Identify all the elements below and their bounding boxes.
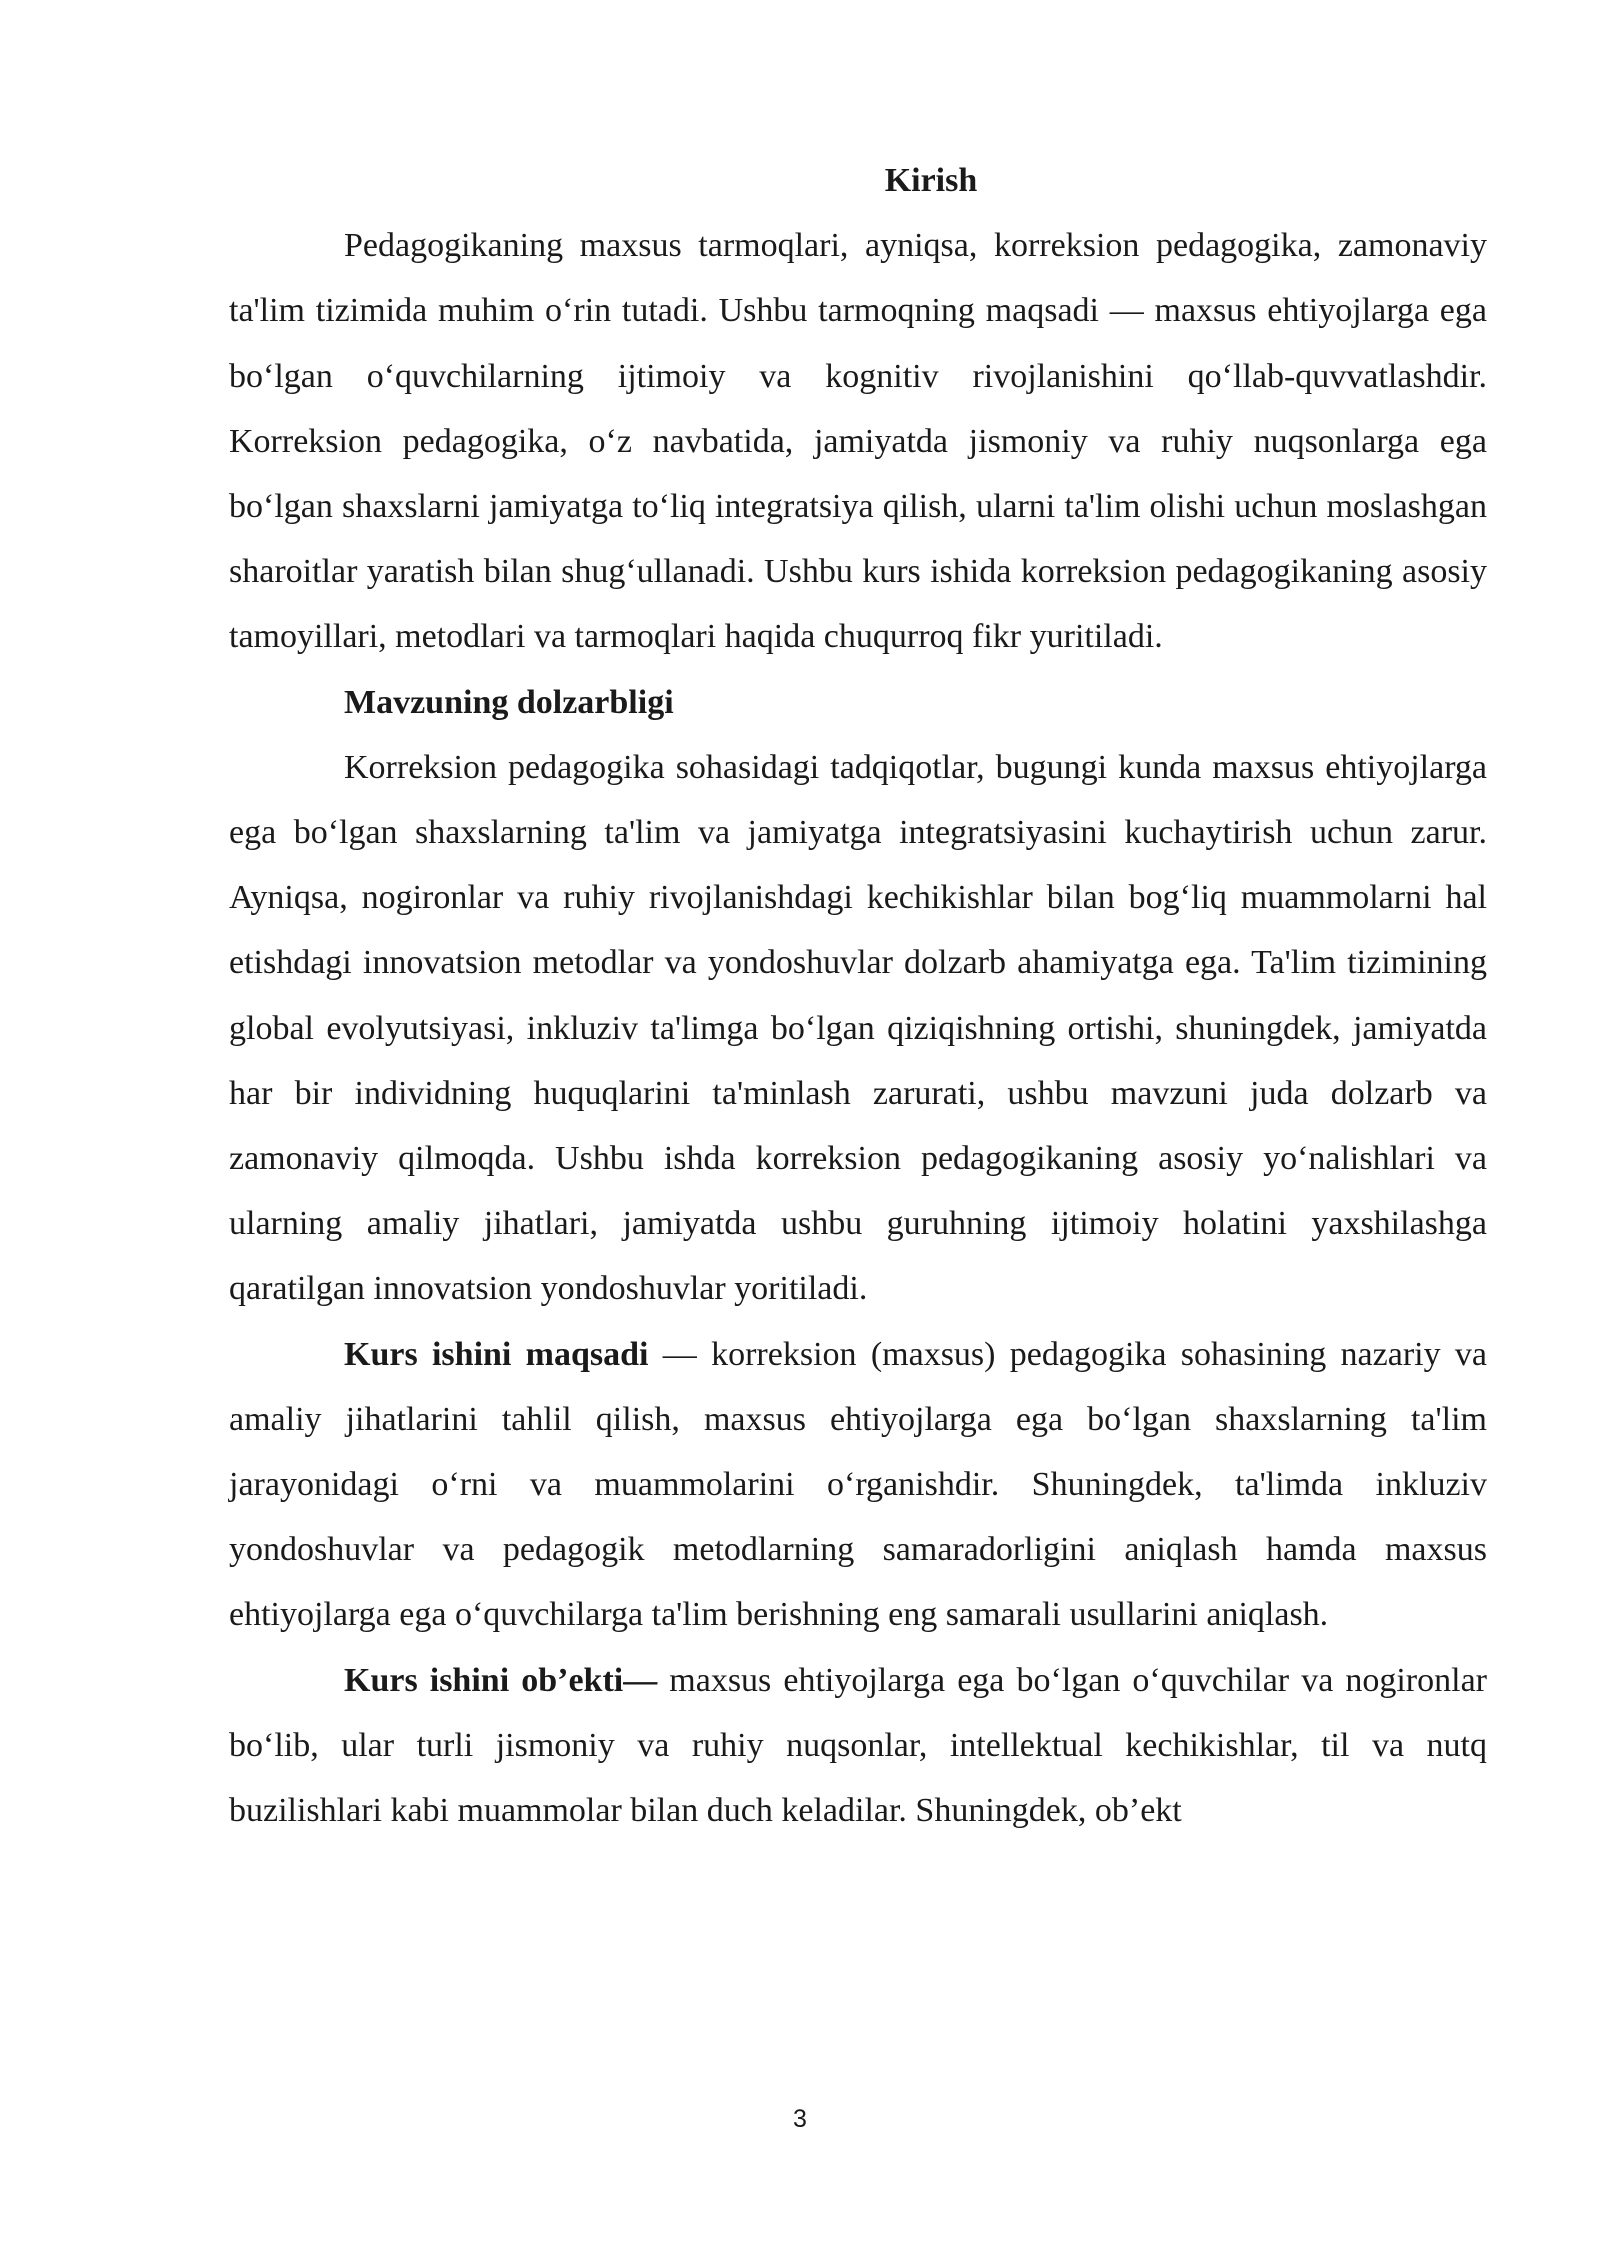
object-paragraph — [229, 1648, 1487, 1844]
relevance-paragraph: Korreksion pedagogika sohasidagi tadqiqotlar, bugungi kunda maxsus ehtiyojlarga ega bo‘lgan shaxslarning ta'lim va jamiyatga integratsiyasini kuchaytirish uchun zarur. Ayniqsa, nogironlar va ruhiy rivojlanishdagi kechikishlar bilan bog‘liq muammolarni hal etishdagi innovatsion metodlar va yondoshuvlar dolzarb ahamiyatga ega. Ta'lim tizimining global evolyutsiyasi, inkluziv ta'limga bo‘lgan qiziqishning ortishi, shuningdek, jamiyatda har bir individning huquqlarini ta'minlash zarurati, ushbu mavzuni juda dolzarb va zamonaviy qilmoqda. Ushbu ishda korreksion pedagogikaning asosiy yo‘nalishlari va ularning amaliy jihatlari, jamiyatda ushbu guruhning ijtimoiy holatini yaxshilashga qaratilgan innovatsion yondoshuvlar yoritiladi. — [229, 748, 1487, 1308]
section-title: Kirish — [884, 162, 978, 199]
goal-label: Kurs ishini maqsadi — [344, 1335, 649, 1373]
intro-paragraph: Pedagogikaning maxsus tarmoqlari, ayniqsa, korreksion pedagogika, zamonaviy ta'lim tizimida muhim o‘rin tutadi. Ushbu tarmoqning maqsadi — maxsus ehtiyojlarga ega bo‘lgan o‘quvchilarning ijtimoiy va kognitiv rivojlanishini qo‘llab-quvvatlashdir. Korreksion pedagogika, o‘z navbatida, jamiyatda jismoniy va ruhiy nuqsonlarga ega bo‘lgan shaxslarni jamiyatga to‘liq integratsiya qilish, ularni ta'lim olishi uchun moslashgan sharoitlar yaratish bilan shug‘ullanadi. Ushbu kurs ishida korreksion pedagogikaning asosiy tamoyillari, metodlari va tarmoqlari haqida chuqurroq fikr yuritiladi. — [229, 227, 1487, 656]
page-number: 3 — [793, 2105, 807, 2133]
relevance-heading: Mavzuning dolzarbligi — [344, 683, 674, 721]
document-body — [229, 148, 1487, 1843]
object-label: Kurs ishini ob’ekti— — [344, 1661, 658, 1699]
goal-paragraph — [229, 1322, 1487, 1648]
goal-text: — korreksion (maxsus) pedagogika sohasining nazariy va amaliy jihatlarini tahlil qilish, maxsus ehtiyojlarga ega bo‘lgan shaxslarning ta'lim jarayonidagi o‘rni va muammolarini o‘rganishdir. Shuningdek, ta'limda inkluziv yondoshuvlar va pedagogik metodlarning samaradorligini aniqlash hamda maxsus ehtiyojlarga ega o‘quvchilarga ta'lim berishning eng samarali usullarini aniqlash. — [229, 1335, 1487, 1634]
object-text: maxsus ehtiyojlarga ega bo‘lgan o‘quvchilar va nogironlar bo‘lib, ular turli jismoniy va ruhiy nuqsonlar, intellektual kechikishlar, til va nutq buzilishlari kabi muammolar bilan duch keladilar. Shuningdek, ob’ekt — [229, 1661, 1487, 1830]
